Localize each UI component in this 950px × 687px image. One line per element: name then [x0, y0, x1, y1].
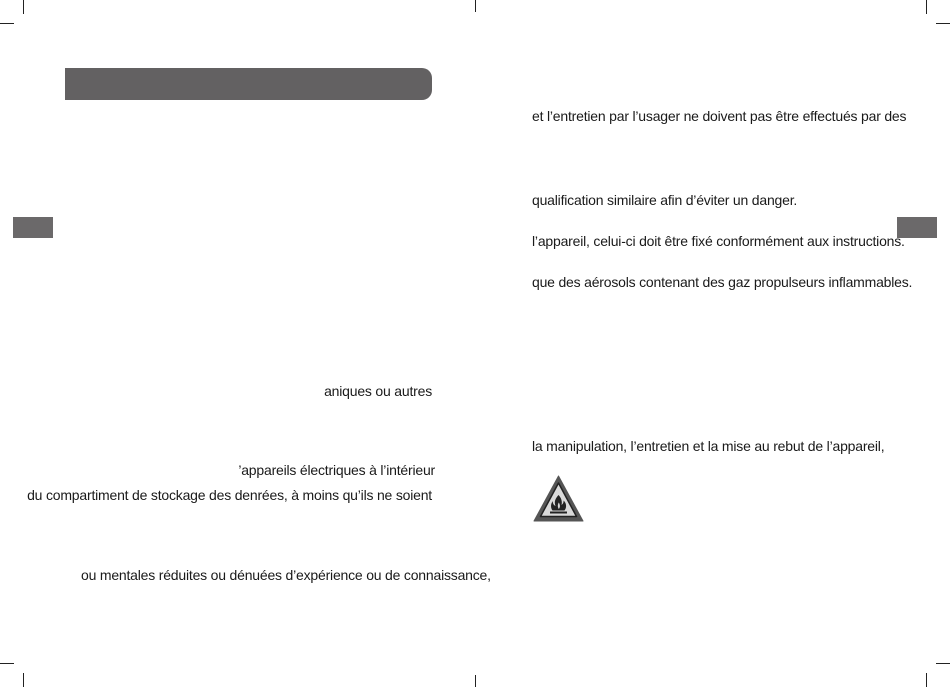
crop-mark — [926, 673, 927, 687]
crop-mark — [926, 0, 927, 14]
crop-mark — [936, 663, 950, 664]
crop-mark — [475, 0, 476, 12]
text-line: ou mentales réduites ou dénuées d’expérience ou de connaissance, — [81, 567, 491, 583]
crop-mark — [475, 675, 476, 687]
text-line: l’appareil, celui-ci doit être fixé conformément aux instructions. — [532, 233, 905, 249]
text-line: ’appareils électriques à l’intérieur — [238, 462, 435, 478]
text-line: aniques ou autres — [324, 383, 432, 399]
crop-mark — [23, 673, 24, 687]
text-line: que des aérosols contenant des gaz propulseurs inflammables. — [532, 274, 913, 290]
crop-mark — [936, 23, 950, 24]
text-line: du compartiment de stockage des denrées, à moins qu’ils ne soient — [27, 487, 432, 503]
crop-mark — [0, 663, 14, 664]
flammable-warning-icon — [532, 474, 585, 523]
text-line: la manipulation, l’entretien et la mise au rebut de l’appareil, — [532, 438, 885, 454]
crop-mark — [23, 0, 24, 14]
crop-mark — [0, 23, 14, 24]
side-tab-left — [13, 217, 53, 238]
section-header-bar — [65, 68, 432, 100]
text-line: qualification similaire afin d’éviter un danger. — [532, 192, 798, 208]
text-line: et l’entretien par l’usager ne doivent pas être effectués par des — [532, 108, 907, 124]
